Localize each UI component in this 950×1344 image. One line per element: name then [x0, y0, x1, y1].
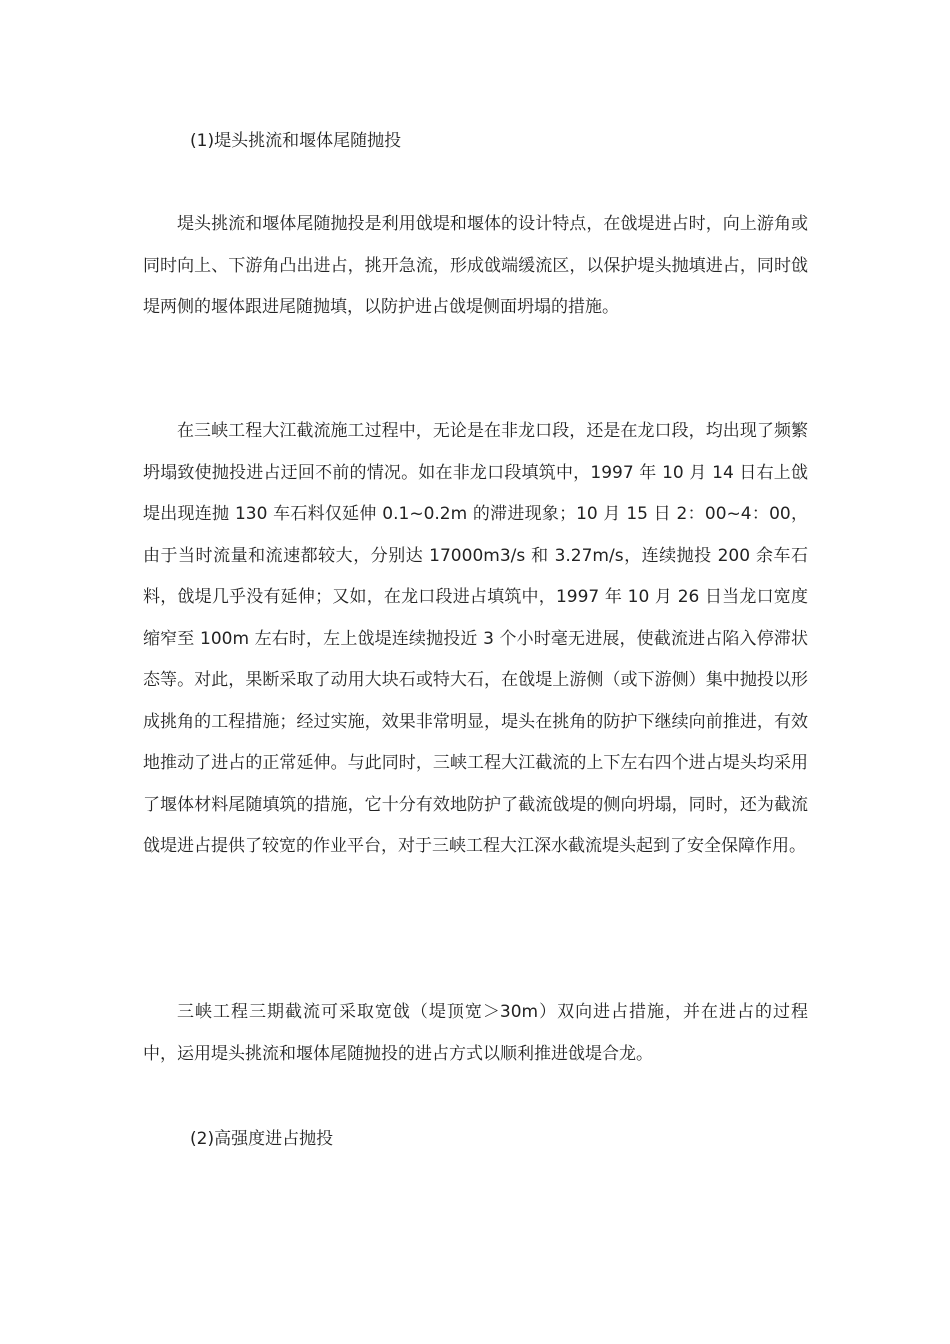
- section-1-paragraph-3: 三峡工程三期截流可采取宽戗（堤顶宽＞30m）双向进占措施，并在进占的过程中，运用堤头挑流和堰体尾随抛投的进占方式以顺利推进戗堤合龙。: [143, 1002, 808, 1064]
- section-1-heading: (1)堤头挑流和堰体尾随抛投: [190, 131, 402, 151]
- section-1-paragraph-1: 堤头挑流和堰体尾随抛投是利用戗堤和堰体的设计特点，在戗堤进占时，向上游角或同时向上、下游角凸出进占，挑开急流，形成戗端缓流区，以保护堤头抛填进占，同时戗堤两侧的堰体跟进尾随抛填，以防护进占戗堤侧面坍塌的措施。: [143, 214, 808, 317]
- section-2-heading: (2)高强度进占抛投: [190, 1129, 334, 1149]
- section-1-paragraph-2: 在三峡工程大江截流施工过程中，无论是在非龙口段，还是在龙口段，均出现了频繁坍塌致使抛投进占迂回不前的情况。如在非龙口段填筑中，1997 年 10 月 14 日右上戗堤出现连抛 130 车石料仅延伸 0.1~0.2m 的滞进现象；10 月 15 日 2：00~4：00，由于当时流量和流速都较大，分别达 17000m3/s 和 3.27m/s，连续抛投 200 余车石料，戗堤几乎没有延伸；又如，在龙口段进占填筑中，1997 年 10 月 26 日当龙口宽度缩窄至 100m 左右时，左上戗堤连续抛投近 3 个小时毫无进展，使截流进占陷入停滞状态等。对此，果断采取了动用大块石或特大石，在戗堤上游侧（或下游侧）集中抛投以形成挑角的工程措施；经过实施，效果非常明显，堤头在挑角的防护下继续向前推进，有效地推动了进占的正常延伸。与此同时，三峡工程大江截流的上下左右四个进占堤头均采用了堰体材料尾随填筑的措施，它十分有效地防护了截流戗堤的侧向坍塌，同时，还为截流戗堤进占提供了较宽的作业平台，对于三峡工程大江深水截流堤头起到了安全保障作用。: [143, 421, 808, 856]
